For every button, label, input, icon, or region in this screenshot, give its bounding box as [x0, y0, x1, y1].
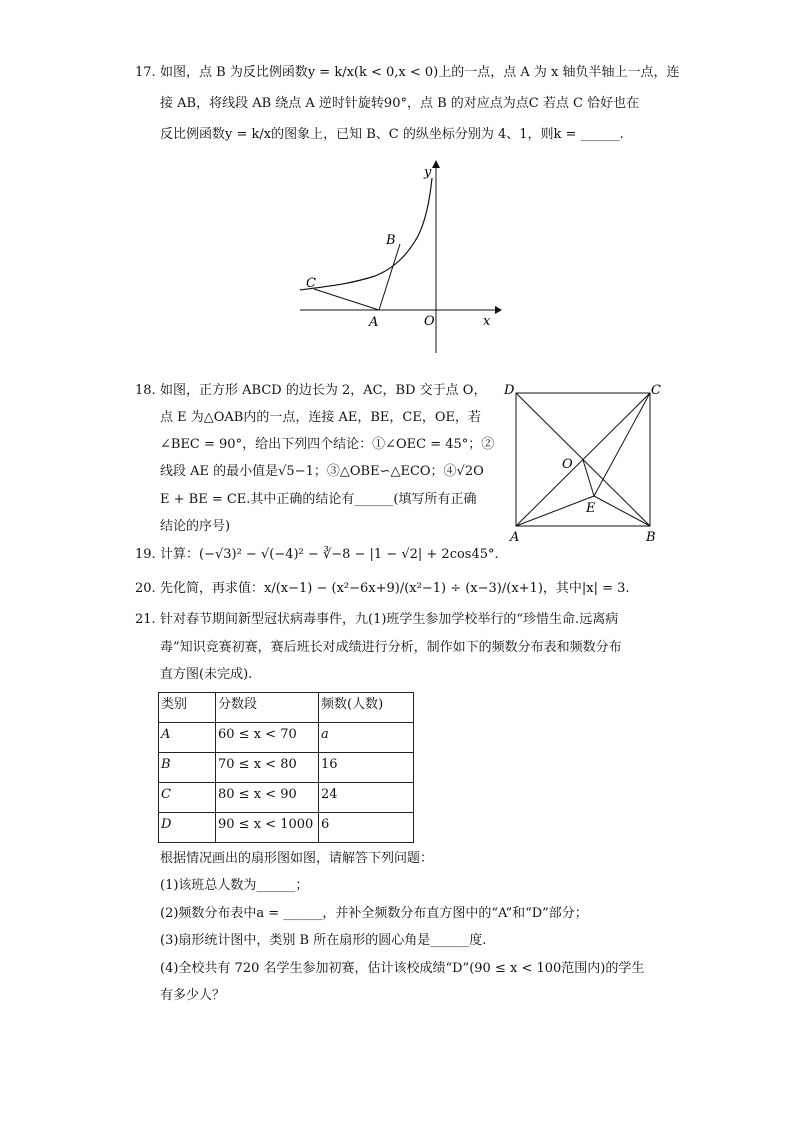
table-cell: 24 — [319, 783, 414, 813]
q21-after-table: 根据情况画出的扇形图如图，请解答下列问题： — [160, 851, 434, 866]
q18-line4: 线段 AE 的最小值是√5−1；③△OBE∽△ECO；④√2O — [160, 464, 484, 479]
q18-line1: 如图，正方形 ABCD 的边长为 2，AC，BD 交于点 O， — [160, 383, 487, 398]
q21-number: 21. — [135, 612, 156, 627]
label-b: B — [386, 233, 396, 248]
label-b: B — [646, 530, 656, 545]
label-c: C — [306, 276, 316, 291]
segment-ab — [379, 244, 400, 310]
frequency-table — [158, 692, 414, 843]
q18-line3: ∠BEC = 90°，给出下列四个结论：①∠OEC = 45°；② — [160, 437, 495, 452]
q18-line2: 点 E 为△OAB内的一点，连接 AE，BE，CE，OE，若 — [160, 410, 481, 425]
segment-ae — [516, 496, 594, 526]
label-d: D — [504, 383, 515, 398]
q17-line3: 反比例函数y = k/x的图象上，已知 B、C 的纵坐标分别为 4、1，则k = ______. — [160, 127, 624, 142]
q19-text: 计算：(−√3)² − √(−4)² − ∛−8 − |1 − √2| + 2cos45°. — [160, 547, 499, 562]
segment-ac — [314, 289, 379, 310]
q19-number: 19. — [135, 547, 156, 562]
q21-sub3: (3)扇形统计图中，类别 B 所在扇形的圆心角是______度. — [160, 933, 487, 948]
label-e: E — [586, 501, 596, 516]
table-cell: D — [159, 813, 216, 843]
q17-number: 17. — [135, 65, 156, 80]
table-row — [159, 753, 414, 783]
q18-line5: E + BE = CE.其中正确的结论有______(填写所有正确 — [160, 492, 477, 507]
q21-sub4b: 有多少人？ — [160, 988, 226, 1003]
table-header-row — [159, 693, 414, 723]
q21-line2: 毒”知识竞赛初赛，赛后班长对成绩进行分析，制作如下的频数分布表和频数分布 — [160, 640, 622, 655]
table-cell: A — [159, 723, 216, 753]
q21-line3: 直方图(未完成). — [160, 667, 253, 682]
table-cell: 70 ≤ x < 80 — [216, 753, 319, 783]
q21-line1: 针对春节期间新型冠状病毒事件，九(1)班学生参加学校举行的“珍惜生命.远离病 — [160, 612, 619, 627]
q18-figure — [500, 380, 670, 545]
table-cell: B — [159, 753, 216, 783]
q21-sub4a: (4)全校共有 720 名学生参加初赛，估计该校成绩“D”(90 ≤ x < 100范围内)的学生 — [160, 961, 645, 976]
q18-line6: 结论的序号) — [160, 519, 231, 534]
table-cell: a — [319, 723, 414, 753]
x-axis-arrow — [495, 306, 502, 314]
table-cell: 16 — [319, 753, 414, 783]
q21-sub1: (1)该班总人数为______； — [160, 878, 309, 893]
q21-sub2: (2)频数分布表中a = ______，并补全频数分布直方图中的“A”和“D”部分； — [160, 906, 588, 921]
segment-be — [594, 496, 650, 526]
q17-figure — [290, 158, 510, 358]
q17-line1: 如图，点 B 为反比例函数y = k/x(k < 0,x < 0)上的一点，点 A 为 x 轴负半轴上一点，连 — [160, 65, 680, 80]
q17-line2: 接 AB，将线段 AB 绕点 A 逆时针旋转90°，点 B 的对应点为点C 若点 C 恰好也在 — [160, 96, 640, 111]
label-a: A — [369, 315, 379, 330]
header-frequency: 频数(人数) — [319, 693, 414, 723]
header-category: 类别 — [159, 693, 216, 723]
label-a: A — [510, 530, 520, 545]
segment-ce — [594, 393, 650, 496]
table-cell: 80 ≤ x < 90 — [216, 783, 319, 813]
table-cell: 90 ≤ x < 1000 — [216, 813, 319, 843]
label-o: O — [562, 457, 573, 472]
table-cell: 6 — [319, 813, 414, 843]
q18-number: 18. — [135, 383, 156, 398]
table-cell: C — [159, 783, 216, 813]
label-x: x — [483, 314, 491, 329]
table-row — [159, 813, 414, 843]
table-row — [159, 783, 414, 813]
hyperbola-curve — [300, 178, 432, 290]
label-y: y — [424, 165, 432, 180]
table-cell: 60 ≤ x < 70 — [216, 723, 319, 753]
table-row — [159, 723, 414, 753]
label-o: O — [424, 314, 435, 329]
label-c: C — [651, 383, 661, 398]
header-score-range: 分数段 — [216, 693, 319, 723]
q20-text: 先化简，再求值：x/(x−1) − (x²−6x+9)/(x²−1) ÷ (x−3)/(x+1)，其中|x| = 3. — [160, 581, 630, 596]
y-axis-arrow — [432, 160, 440, 168]
q20-number: 20. — [135, 581, 156, 596]
